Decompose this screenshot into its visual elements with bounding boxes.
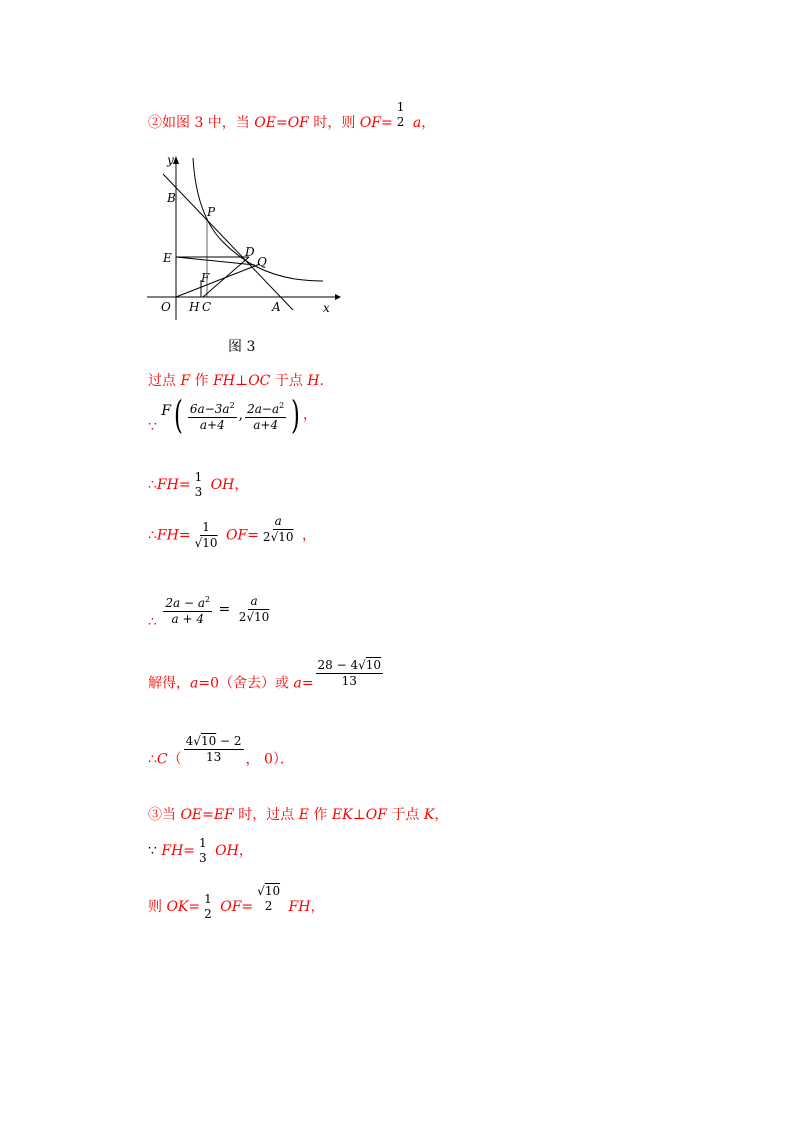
label-a: A bbox=[272, 300, 281, 314]
line-11: 则 OK= 1 2 OF= √10 2 FH， bbox=[148, 884, 325, 921]
label-o: O bbox=[161, 300, 171, 314]
line-10: ∵ FH= 1 3 OH， bbox=[148, 836, 253, 865]
right-paren: ) bbox=[291, 393, 301, 437]
fraction-a-over-2root10: $\frac{a}{2√10}$ bbox=[262, 514, 294, 544]
label-y: y bbox=[167, 153, 174, 167]
segment-oq bbox=[176, 264, 260, 297]
figure-3 bbox=[145, 152, 345, 322]
label-p: P bbox=[207, 205, 216, 219]
label-d: D bbox=[245, 245, 255, 259]
line-9: ③当 OE=EF 时，过点 E 作 EK⊥OF 于点 K， bbox=[148, 807, 449, 823]
line-3: ∵ F( $\frac{6a-3a^2}{a+4}$ , $\frac{2a-a^2}{a+4}$ ) ， bbox=[148, 393, 318, 437]
label-h: H bbox=[189, 300, 200, 314]
line-6: ∴ $\frac{2a - a^2}{a + 4}$ = $\frac{a}{2√10}$ bbox=[148, 594, 270, 630]
line-4: ∴FH= 1 3 OH， bbox=[148, 470, 249, 499]
line-5: ∴FH= $\frac{1}{√10}$ OF= $\frac{a}{2√10}$ ， bbox=[148, 514, 316, 550]
label-c: C bbox=[202, 300, 212, 314]
label-f: F bbox=[201, 271, 210, 285]
label-e: E bbox=[163, 251, 172, 265]
label-x: x bbox=[323, 301, 330, 315]
label-b: B bbox=[167, 191, 176, 205]
line-ab bbox=[163, 174, 293, 310]
fraction-half-2: 1 2 bbox=[204, 892, 212, 921]
fraction-lhs: $\frac{2a - a^2}{a + 4}$ bbox=[163, 592, 212, 627]
fraction-one-over-root10: $\frac{1}{√10}$ bbox=[194, 520, 218, 550]
fraction-third-2: 1 3 bbox=[199, 836, 207, 865]
line-7: 解得，a=0（舍去）或 a= $\frac{28 - 4√10}{13}$ bbox=[148, 658, 382, 692]
figure-caption: 图 3 bbox=[228, 339, 256, 355]
fraction-c-x: $\frac{4√10 - 2}{13}$ bbox=[185, 734, 242, 764]
line-2: 过点 F 作 FH⊥OC 于点 H. bbox=[148, 373, 324, 389]
fraction-third: 1 3 bbox=[194, 470, 203, 499]
fraction-half: 1 2 bbox=[396, 100, 405, 129]
fraction-rhs: $\frac{a}{2√10}$ bbox=[238, 594, 270, 624]
left-paren: ( bbox=[174, 393, 183, 437]
segment-cd bbox=[203, 257, 249, 297]
line-8: ∴C（ $\frac{4√10 - 2}{13}$ ， 0）． bbox=[148, 734, 294, 768]
line-1: ②如图 3 中，当 OE=OF 时，则 OF= 1 2 a， bbox=[148, 100, 436, 131]
x-axis-arrow bbox=[335, 294, 341, 300]
label-q: Q bbox=[257, 255, 267, 269]
fraction-root10-over-2: √10 2 bbox=[257, 884, 281, 913]
fraction-fx: $\frac{6a-3a^2}{a+4}$ bbox=[188, 398, 237, 433]
fraction-solution-a: $\frac{28 - 4√10}{13}$ bbox=[317, 658, 382, 688]
fraction-fy: $\frac{2a-a^2}{a+4}$ bbox=[245, 398, 286, 433]
y-axis-arrow bbox=[173, 156, 179, 164]
